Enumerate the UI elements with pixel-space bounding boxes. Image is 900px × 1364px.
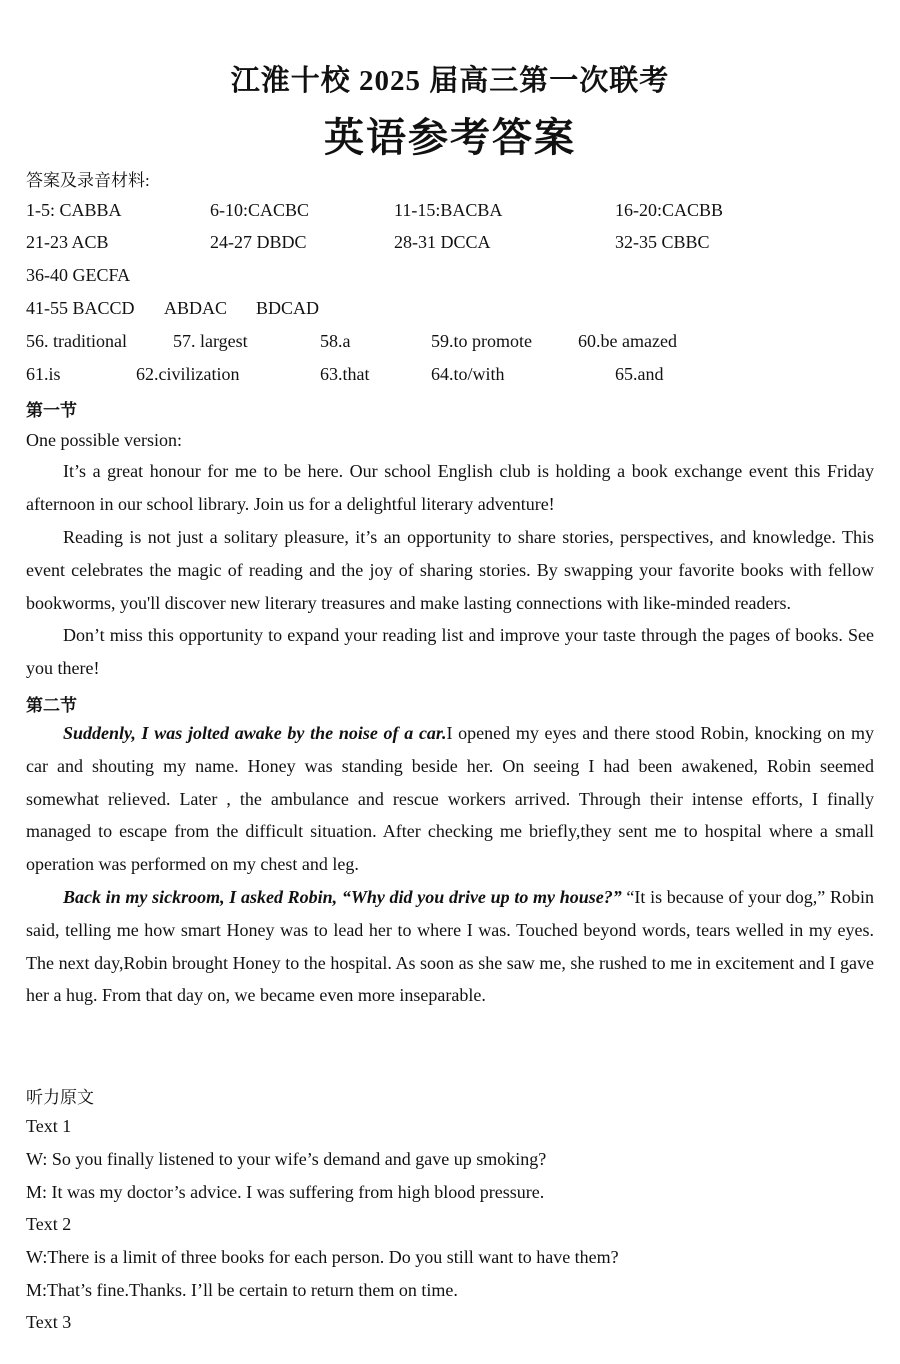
answers-intro-label: 答案及录音材料:: [26, 171, 150, 190]
answer-group-32-35: 32-35 CBBC: [615, 232, 710, 252]
essay-paragraph-3: Don’t miss this opportunity to expand your reading list and improve your taste through the pages of books. See you there!: [26, 625, 874, 678]
listening-line: M: It was my doctor’s advice. I was suffering from high blood pressure.: [26, 1182, 545, 1202]
continuation-paragraph-1-body: I opened my eyes and there stood Robin, knocking on my car and shouting my name. Honey was standing beside her. On seeing I had been awakened, Robin seemed somewhat relieved. Later , the ambulance and rescue workers arrived. Through their intense efforts, I finally managed to escape from the difficult situation. After checking me briefly,they sent me to hospital where a small operation was performed on my chest and leg.: [26, 723, 874, 875]
answer-63: 63.that: [320, 364, 370, 384]
listening-heading: 听力原文: [26, 1088, 94, 1107]
version-label: One possible version:: [26, 430, 182, 450]
answer-group-6-10: 6-10:CACBC: [210, 200, 310, 220]
continuation-paragraph-2-body: “It is because of your dog,” Robin said, telling me how smart Honey was to lead her to where I was. Touched beyond words, tears welled in my eyes. The next day,Robin brought Honey to the hospital. As soon as she saw me, she rushed to me in excitement and I gave her a hug. From that day on, we became even more inseparable.: [26, 887, 874, 1006]
answer-key-title: 英语参考答案: [324, 115, 576, 160]
section2-heading: 第二节: [26, 696, 77, 715]
answer-group-1-5: 1-5: CABBA: [26, 200, 122, 220]
listening-line: Text 2: [26, 1214, 72, 1234]
answer-group-24-27: 24-27 DBDC: [210, 232, 307, 252]
answer-group-51-55: BDCAD: [256, 298, 320, 318]
continuation-paragraph-2: [26, 881, 874, 1012]
listening-line: Text 1: [26, 1116, 72, 1136]
answer-60: 60.be amazed: [578, 331, 677, 351]
essay-paragraph-1: It’s a great honour for me to be here. Our school English club is holding a book exchange event this Friday afternoon in our school library. Join us for a delightful literary adventure!: [26, 461, 874, 514]
answer-group-28-31: 28-31 DCCA: [394, 232, 491, 252]
answer-62: 62.civilization: [136, 364, 240, 384]
continuation-paragraph-2-lead: Back in my sickroom, I asked Robin, “Why did you drive up to my house?”: [63, 887, 622, 907]
listening-line: W:There is a limit of three books for each person. Do you still want to have them?: [26, 1247, 619, 1267]
continuation-paragraph-1: [26, 717, 874, 881]
answer-61: 61.is: [26, 364, 61, 384]
exam-title: 江淮十校 2025 届高三第一次联考: [230, 65, 670, 97]
answer-56: 56. traditional: [26, 331, 127, 351]
answer-64: 64.to/with: [431, 364, 505, 384]
answer-group-21-23: 21-23 ACB: [26, 232, 109, 252]
answer-58: 58.a: [320, 331, 351, 351]
listening-line: Text 3: [26, 1312, 72, 1332]
answer-group-11-15: 11-15:BACBA: [394, 200, 503, 220]
answer-group-46-50: ABDAC: [164, 298, 228, 318]
essay-paragraph-2: Reading is not just a solitary pleasure, it’s an opportunity to share stories, perspectives, and knowledge. This event celebrates the magic of reading and the joy of sharing stories. By swapping your favorite books with fellow bookworms, you'll discover new literary treasures and make lasting connections with like-minded readers.: [26, 527, 874, 613]
listening-line: M:That’s fine.Thanks. I’ll be certain to return them on time.: [26, 1280, 458, 1300]
answer-59: 59.to promote: [431, 331, 532, 351]
continuation-paragraph-1-lead: Suddenly, I was jolted awake by the noise of a car.: [63, 723, 447, 743]
section1-heading: 第一节: [26, 401, 77, 420]
answer-group-36-40: 36-40 GECFA: [26, 265, 131, 285]
answer-group-41-45: 41-55 BACCD: [26, 298, 135, 318]
answer-65: 65.and: [615, 364, 664, 384]
answer-57: 57. largest: [173, 331, 248, 351]
listening-line: W: So you finally listened to your wife’s demand and gave up smoking?: [26, 1149, 547, 1169]
answer-group-16-20: 16-20:CACBB: [615, 200, 724, 220]
